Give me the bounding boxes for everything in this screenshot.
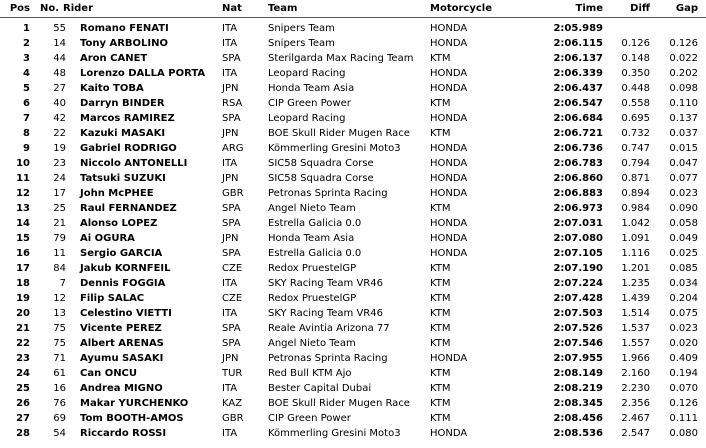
table-row [0,426,706,441]
cell-nat: JPN [222,128,239,139]
cell-team: Snipers Team [268,23,335,34]
cell-motorcycle: HONDA [430,158,468,169]
cell-diff: 0.794 [621,158,650,169]
cell-diff: 2.467 [621,413,650,424]
table-row [0,66,706,81]
table-row [0,36,706,51]
cell-nat: JPN [222,353,239,364]
cell-rider: Filip SALAC [80,293,145,304]
cell-team: CIP Green Power [268,413,351,424]
cell-number: 55 [53,23,66,34]
table-row [0,321,706,336]
cell-number: 61 [53,368,66,379]
cell-rider: Sergio GARCIA [80,248,163,259]
cell-rider: Lorenzo DALLA PORTA [80,68,206,79]
cell-diff: 1.557 [621,338,650,349]
cell-number: 48 [53,68,66,79]
cell-team: Leopard Racing [268,68,346,79]
cell-gap: 0.025 [669,248,698,259]
cell-nat: JPN [222,83,239,94]
cell-diff: 2.230 [621,383,650,394]
cell-time: 2:06.547 [553,98,603,109]
cell-time: 2:07.526 [553,323,603,334]
cell-rider: Ai OGURA [80,233,135,244]
cell-motorcycle: KTM [430,293,451,304]
cell-team: Estrella Galicia 0.0 [268,218,362,229]
cell-gap: 0.077 [669,173,698,184]
cell-team: Kömmerling Gresini Moto3 [268,428,401,439]
cell-pos: 22 [16,338,30,349]
cell-gap: 0.037 [669,128,698,139]
cell-gap: 0.126 [669,398,698,409]
cell-team: Kömmerling Gresini Moto3 [268,143,401,154]
cell-nat: JPN [222,233,239,244]
cell-motorcycle: KTM [430,128,451,139]
cell-motorcycle: HONDA [430,248,468,259]
cell-team: Petronas Sprinta Racing [268,353,388,364]
cell-gap: 0.110 [669,98,698,109]
cell-nat: SPA [222,218,241,229]
table-row [0,156,706,171]
cell-diff: 1.091 [621,233,650,244]
cell-pos: 14 [16,218,30,229]
cell-team: Redox PruestelGP [268,263,357,274]
cell-number: 25 [53,203,66,214]
cell-number: 75 [53,323,66,334]
cell-gap: 0.204 [669,293,698,304]
header-motorcycle: Motorcycle [430,3,492,14]
cell-gap: 0.202 [669,68,698,79]
table-row [0,411,706,426]
cell-pos: 3 [23,53,30,64]
cell-pos: 28 [16,428,30,439]
cell-rider: Riccardo ROSSI [80,428,167,439]
cell-gap: 0.126 [669,38,698,49]
cell-nat: CZE [222,263,243,274]
table-row [0,366,706,381]
cell-team: Bester Capital Dubai [268,383,372,394]
cell-team: SIC58 Squadra Corse [268,158,374,169]
cell-rider: Kazuki MASAKI [80,128,166,139]
cell-motorcycle: KTM [430,53,451,64]
cell-diff: 1.042 [621,218,650,229]
cell-motorcycle: KTM [430,413,451,424]
cell-nat: ITA [222,158,238,169]
cell-number: 21 [53,218,66,229]
cell-rider: Tony ARBOLINO [80,38,169,49]
cell-pos: 12 [16,188,30,199]
cell-rider: Romano FENATI [80,23,169,34]
cell-motorcycle: HONDA [430,173,468,184]
cell-time: 2:06.860 [553,173,603,184]
cell-pos: 11 [16,173,30,184]
cell-diff: 0.448 [621,83,650,94]
table-row [0,231,706,246]
cell-rider: Can ONCU [80,368,138,379]
cell-gap: 0.194 [669,368,698,379]
table-row [0,261,706,276]
table-header [0,2,706,16]
cell-motorcycle: KTM [430,278,451,289]
cell-motorcycle: HONDA [430,188,468,199]
cell-time: 2:06.721 [553,128,603,139]
cell-time: 2:08.456 [553,413,603,424]
header-nat: Nat [222,3,242,14]
cell-pos: 13 [16,203,30,214]
cell-time: 2:08.219 [553,383,603,394]
cell-time: 2:07.428 [553,293,603,304]
cell-number: 17 [53,188,66,199]
cell-pos: 25 [16,383,30,394]
cell-number: 69 [53,413,66,424]
cell-pos: 21 [16,323,30,334]
header-rider: Rider [63,3,93,14]
cell-pos: 19 [16,293,30,304]
cell-rider: Celestino VIETTI [80,308,172,319]
cell-nat: GBR [222,188,244,199]
cell-team: CIP Green Power [268,98,351,109]
cell-nat: KAZ [222,398,243,409]
cell-nat: SPA [222,113,241,124]
cell-number: 23 [53,158,66,169]
cell-team: Honda Team Asia [268,83,355,94]
cell-team: Honda Team Asia [268,233,355,244]
cell-gap: 0.070 [669,383,698,394]
cell-gap: 0.023 [669,323,698,334]
table-row [0,216,706,231]
cell-motorcycle: KTM [430,323,451,334]
cell-nat: SPA [222,323,241,334]
cell-diff: 1.439 [621,293,650,304]
cell-team: BOE Skull Rider Mugen Race [268,398,410,409]
cell-pos: 1 [23,23,30,34]
cell-motorcycle: KTM [430,98,451,109]
cell-pos: 15 [16,233,30,244]
cell-motorcycle: HONDA [430,23,468,34]
cell-gap: 0.022 [669,53,698,64]
cell-team: SIC58 Squadra Corse [268,173,374,184]
cell-rider: Alonso LOPEZ [80,218,158,229]
cell-gap: 0.111 [669,413,698,424]
cell-number: 27 [53,83,66,94]
cell-diff: 1.201 [621,263,650,274]
cell-team: Snipers Team [268,38,335,49]
cell-nat: RSA [222,98,243,109]
table-row [0,291,706,306]
cell-time: 2:07.955 [553,353,603,364]
cell-number: 22 [53,128,66,139]
cell-number: 14 [53,38,66,49]
table-row [0,96,706,111]
cell-time: 2:08.149 [553,368,603,379]
cell-time: 2:06.339 [553,68,603,79]
cell-motorcycle: KTM [430,338,451,349]
cell-time: 2:06.973 [553,203,603,214]
cell-time: 2:07.190 [553,263,603,274]
cell-gap: 0.080 [669,428,698,439]
cell-rider: Dennis FOGGIA [80,278,166,289]
cell-team: Redox PruestelGP [268,293,357,304]
cell-team: Reale Avintia Arizona 77 [268,323,390,334]
table-row [0,141,706,156]
table-row [0,21,706,36]
cell-gap: 0.058 [669,218,698,229]
cell-pos: 9 [23,143,30,154]
cell-number: 12 [53,293,66,304]
cell-gap: 0.023 [669,188,698,199]
cell-motorcycle: KTM [430,368,451,379]
cell-pos: 20 [16,308,30,319]
cell-rider: Andrea MIGNO [80,383,163,394]
cell-motorcycle: HONDA [430,68,468,79]
cell-rider: Makar YURCHENKO [80,398,189,409]
cell-nat: ITA [222,23,238,34]
cell-diff: 0.350 [621,68,650,79]
cell-pos: 18 [16,278,30,289]
table-row [0,381,706,396]
cell-number: 24 [53,173,66,184]
cell-time: 2:06.783 [553,158,603,169]
table-row [0,81,706,96]
cell-diff: 0.871 [621,173,650,184]
cell-pos: 6 [23,98,30,109]
cell-time: 2:06.115 [553,38,603,49]
cell-pos: 8 [23,128,30,139]
cell-number: 75 [53,338,66,349]
table-row [0,396,706,411]
cell-motorcycle: HONDA [430,353,468,364]
cell-rider: Ayumu SASAKI [80,353,164,364]
cell-diff: 2.160 [621,368,650,379]
cell-motorcycle: KTM [430,308,451,319]
cell-number: 13 [53,308,66,319]
cell-time: 2:05.989 [553,23,603,34]
cell-team: Sterilgarda Max Racing Team [268,53,414,64]
cell-diff: 0.558 [621,98,650,109]
cell-nat: ITA [222,38,238,49]
cell-rider: Niccolo ANTONELLI [80,158,188,169]
cell-diff: 1.514 [621,308,650,319]
header-diff: Diff [630,3,650,14]
table-row [0,351,706,366]
cell-time: 2:07.503 [553,308,603,319]
cell-gap: 0.049 [669,233,698,244]
cell-number: 11 [53,248,66,259]
cell-time: 2:06.137 [553,53,603,64]
cell-number: 19 [53,143,66,154]
cell-gap: 0.098 [669,83,698,94]
cell-number: 42 [53,113,66,124]
cell-rider: Vicente PEREZ [80,323,162,334]
cell-nat: TUR [222,368,243,379]
table-row [0,171,706,186]
cell-nat: CZE [222,293,243,304]
cell-rider: Darryn BINDER [80,98,165,109]
cell-pos: 7 [23,113,30,124]
table-row [0,336,706,351]
cell-diff: 1.966 [621,353,650,364]
cell-team: Leopard Racing [268,113,346,124]
cell-rider: Marcos RAMIREZ [80,113,175,124]
cell-nat: ITA [222,278,238,289]
cell-pos: 5 [23,83,30,94]
table-row [0,51,706,66]
header-time: Time [575,3,603,14]
table-row [0,276,706,291]
cell-nat: ITA [222,68,238,79]
cell-time: 2:06.684 [553,113,603,124]
cell-number: 71 [53,353,66,364]
cell-number: 16 [53,383,66,394]
cell-pos: 23 [16,353,30,364]
table-row [0,126,706,141]
cell-diff: 2.547 [621,428,650,439]
cell-motorcycle: KTM [430,203,451,214]
cell-diff: 1.116 [621,248,650,259]
cell-number: 54 [53,428,66,439]
cell-time: 2:08.345 [553,398,603,409]
cell-nat: SPA [222,248,241,259]
cell-diff: 0.894 [621,188,650,199]
cell-time: 2:06.736 [553,143,603,154]
cell-motorcycle: HONDA [430,113,468,124]
cell-nat: SPA [222,203,241,214]
header-team: Team [268,3,298,14]
cell-gap: 0.020 [669,338,698,349]
cell-diff: 0.148 [621,53,650,64]
cell-pos: 4 [23,68,30,79]
cell-nat: JPN [222,173,239,184]
cell-team: SKY Racing Team VR46 [268,308,383,319]
cell-pos: 24 [16,368,30,379]
cell-pos: 10 [16,158,30,169]
table-row [0,201,706,216]
cell-gap: 0.090 [669,203,698,214]
cell-motorcycle: HONDA [430,233,468,244]
cell-gap: 0.137 [669,113,698,124]
cell-motorcycle: HONDA [430,428,468,439]
cell-number: 44 [53,53,66,64]
cell-number: 84 [53,263,66,274]
cell-time: 2:07.546 [553,338,603,349]
cell-nat: SPA [222,338,241,349]
header-divider [0,17,706,18]
cell-rider: John McPHEE [80,188,154,199]
cell-motorcycle: HONDA [430,83,468,94]
cell-time: 2:06.437 [553,83,603,94]
cell-team: Estrella Galicia 0.0 [268,248,362,259]
cell-rider: Gabriel RODRIGO [80,143,177,154]
cell-nat: ITA [222,383,238,394]
cell-diff: 1.235 [621,278,650,289]
header-pos: Pos [9,3,30,14]
cell-gap: 0.085 [669,263,698,274]
cell-number: 40 [53,98,66,109]
cell-diff: 0.732 [621,128,650,139]
cell-motorcycle: KTM [430,383,451,394]
cell-gap: 0.047 [669,158,698,169]
cell-team: BOE Skull Rider Mugen Race [268,128,410,139]
table-row [0,306,706,321]
cell-team: Angel Nieto Team [268,203,356,214]
cell-diff: 0.747 [621,143,650,154]
cell-rider: Tom BOOTH-AMOS [80,413,184,424]
cell-team: Petronas Sprinta Racing [268,188,388,199]
cell-gap: 0.409 [669,353,698,364]
cell-rider: Raul FERNANDEZ [80,203,177,214]
cell-time: 2:06.883 [553,188,603,199]
cell-rider: Kaito TOBA [80,83,144,94]
cell-motorcycle: HONDA [430,218,468,229]
cell-diff: 0.126 [621,38,650,49]
cell-number: 76 [53,398,66,409]
cell-gap: 0.034 [669,278,698,289]
cell-pos: 16 [16,248,30,259]
cell-rider: Jakub KORNFEIL [80,263,171,274]
cell-rider: Albert ARENAS [80,338,164,349]
cell-motorcycle: KTM [430,398,451,409]
cell-motorcycle: HONDA [430,143,468,154]
cell-diff: 0.695 [621,113,650,124]
cell-rider: Tatsuki SUZUKI [80,173,166,184]
cell-nat: SPA [222,53,241,64]
cell-time: 2:07.224 [553,278,603,289]
cell-nat: ITA [222,308,238,319]
cell-number: 7 [59,278,66,289]
cell-nat: ARG [222,143,244,154]
cell-pos: 2 [23,38,30,49]
cell-time: 2:07.105 [553,248,603,259]
cell-number: 79 [53,233,66,244]
cell-nat: GBR [222,413,244,424]
cell-team: SKY Racing Team VR46 [268,278,383,289]
cell-diff: 0.984 [621,203,650,214]
cell-team: Red Bull KTM Ajo [268,368,352,379]
cell-motorcycle: KTM [430,263,451,274]
cell-pos: 17 [16,263,30,274]
cell-diff: 1.537 [621,323,650,334]
cell-time: 2:07.031 [553,218,603,229]
cell-time: 2:08.536 [553,428,603,439]
cell-pos: 27 [16,413,30,424]
cell-team: Angel Nieto Team [268,338,356,349]
cell-gap: 0.075 [669,308,698,319]
cell-rider: Aron CANET [80,53,148,64]
table-row [0,246,706,261]
table-row [0,186,706,201]
header-no: No. [40,3,60,14]
cell-time: 2:07.080 [553,233,603,244]
cell-nat: ITA [222,428,238,439]
header-gap: Gap [675,3,698,14]
cell-motorcycle: HONDA [430,38,468,49]
cell-pos: 26 [16,398,30,409]
table-row [0,111,706,126]
cell-diff: 2.356 [621,398,650,409]
cell-gap: 0.015 [669,143,698,154]
